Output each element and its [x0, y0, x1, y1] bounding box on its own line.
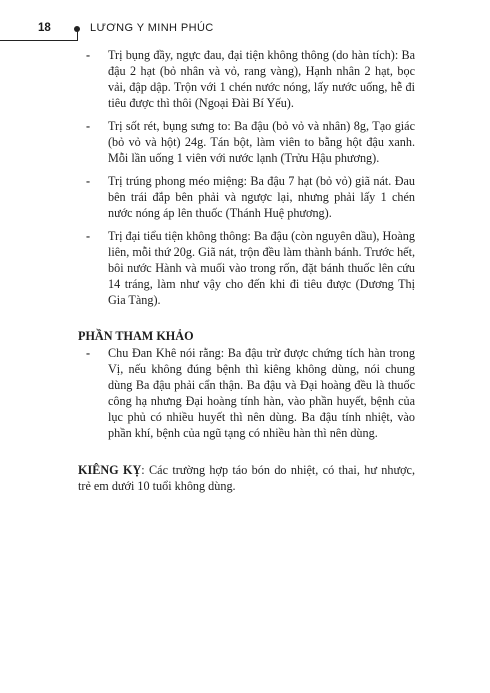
bullet-dash: - [86, 174, 91, 188]
header-rule [0, 40, 78, 41]
caution-label: KIÊNG KỴ [78, 463, 142, 477]
bullet-dash: - [86, 48, 91, 62]
bullet-dash: - [86, 119, 91, 133]
running-head-author: LƯƠNG Y MINH PHÚC [90, 22, 214, 34]
page-content [78, 47, 415, 494]
section-title: PHẦN THAM KHẢO [78, 329, 194, 343]
page-number: 18 [38, 22, 51, 34]
caution-paragraph [78, 462, 415, 494]
list-item-text: Trị bụng đầy, ngực đau, đại tiện không thông (do hàn tích): Ba đậu 2 hạt (bỏ nhân và vỏ, rang vàng), Hạnh nhân 2 hạt, bọc vải, đập dập. Trộn với 1 chén nước nóng, lấy nước uống, hễ đi tiêu được thì thôi (Ngoại Đài Bí Yếu). [108, 48, 415, 110]
list-item [78, 173, 415, 221]
reference-item [78, 345, 415, 441]
page-header [0, 0, 490, 46]
bullet-dash: - [86, 346, 91, 360]
list-item [78, 118, 415, 166]
reference-text: Chu Đan Khê nói rằng: Ba đậu trừ được chứng tích hàn trong Vị, nếu không đúng bệnh thì kiêng không dùng, nói chung dùng Ba đậu phải cẩn thận. Ba đậu và Đại hoàng đều là thuốc công hạ nhưng Đại hoàng tính hàn, vào phần huyết, bệnh của lục phủ có nhiều huyết thì nên dùng. Ba đậu tính nhiệt, vào phần khí, bệnh của ngũ tạng có nhiều hàn thì nên dùng. [108, 346, 415, 440]
list-item-text: Trị trúng phong méo miệng: Ba đậu 7 hạt (bỏ vỏ) giã nát. Đau bên trái đắp bên phải và ngược lại, nhưng phải lấy 1 chén nước nóng áp lên thuốc (Thánh Huệ phương). [108, 174, 415, 220]
caution-text: : Các trường hợp táo bón do nhiệt, có thai, hư nhược, trẻ em dưới 10 tuổi không dùng. [78, 463, 415, 493]
list-item [78, 47, 415, 111]
list-item-text: Trị sốt rét, bụng sưng to: Ba đậu (bỏ vỏ và nhân) 8g, Tạo giác (bỏ vỏ và hột) 24g. Tán bột, làm viên to bằng hột đậu xanh. Mỗi lần uống 1 viên với nước lạnh (Trửu Hậu phương). [108, 119, 415, 165]
bullet-dash: - [86, 229, 91, 243]
list-item [78, 228, 415, 308]
list-item-text: Trị đại tiểu tiện không thông: Ba đậu (còn nguyên dầu), Hoàng liên, mỗi thứ 20g. Giã nát, trộn đều làm thành bánh. Trước hết, bôi nước Hành và muối vào trong rốn, đặt bánh thuốc lên cứu 14 tráng, làm như vậy cho đến khi đi tiêu được (Dương Thị Gia Tàng). [108, 229, 415, 307]
